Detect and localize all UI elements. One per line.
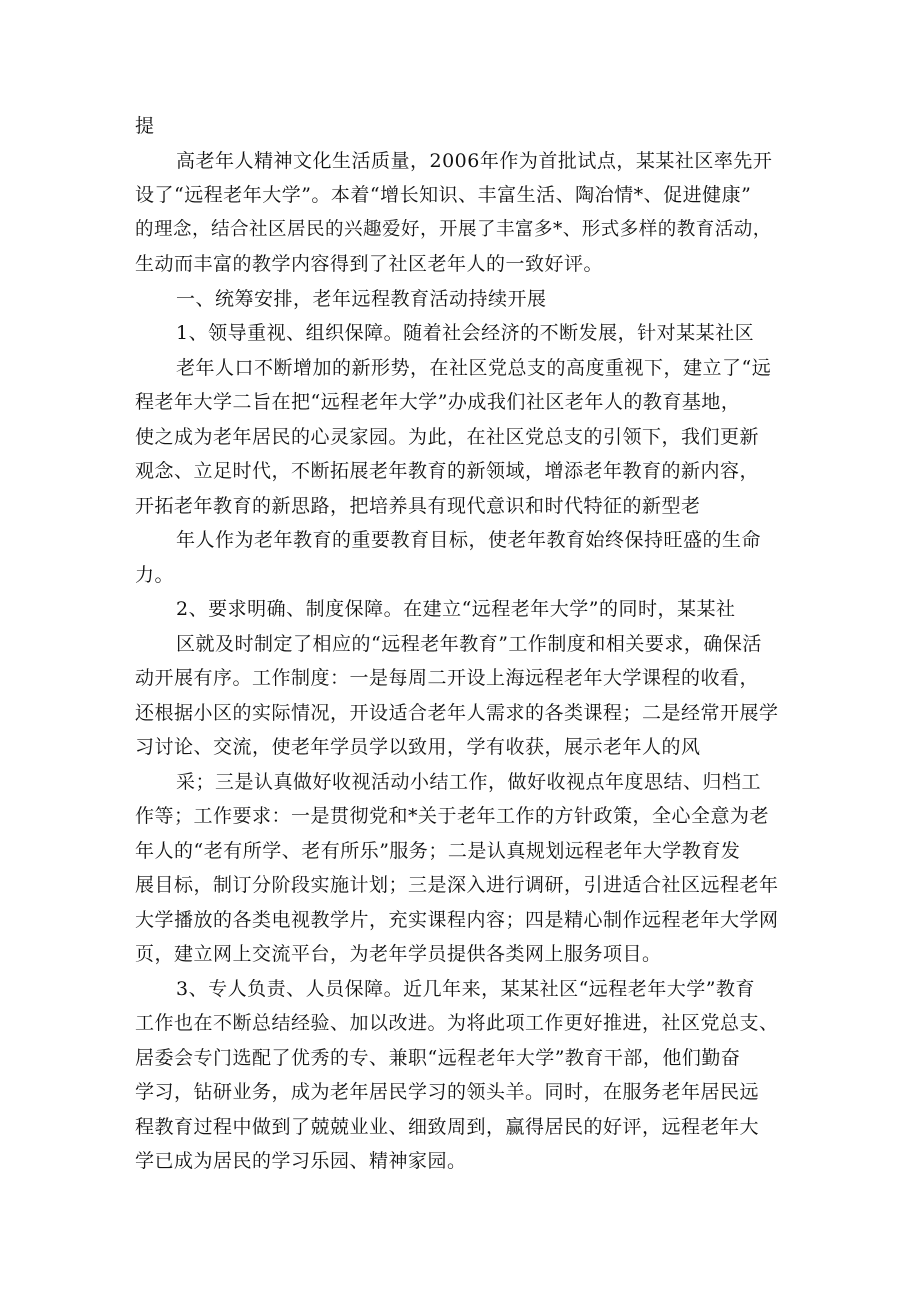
text-line: 高老年人精神文化生活质量，2006年作为首批试点，某某社区率先开 bbox=[176, 150, 773, 172]
text-line: 习讨论、交流，使老年学员学以致用，学有收获，展示老年人的风 bbox=[135, 736, 701, 758]
text-line: 开拓老年教育的新思路，把培养具有现代意识和时代特征的新型老 bbox=[135, 495, 701, 517]
text-line: 1、领导重视、组织保障。随着社会经济的不断发展，针对某某社区 bbox=[176, 322, 755, 344]
text-line: 工作也在不断总结经验、加以改进。为将此项工作更好推进，社区党总支、 bbox=[135, 1012, 779, 1034]
text-line: 年人作为老年教育的重要教育目标，使老年教育始终保持旺盛的生命 bbox=[176, 529, 762, 551]
text-line: 老年人口不断增加的新形势，在社区党总支的高度重视下，建立了“远 bbox=[176, 357, 772, 379]
text-line: 学习，钻研业务，成为老年居民学习的领头羊。同时，在服务老年居民远 bbox=[135, 1081, 760, 1103]
text-line: 大学播放的各类电视教学片，充实课程内容；四是精心制作远程老年大学网 bbox=[135, 909, 779, 931]
text-line: 力。 bbox=[135, 564, 175, 586]
text-line: 3、专人负责、人员保障。近几年来，某某社区“远程老年大学”教育 bbox=[176, 978, 756, 1000]
text-line: 观念、立足时代，不断拓展老年教育的新领域，增添老年教育的新内容， bbox=[135, 460, 760, 482]
text-line: 采；三是认真做好收视活动小结工作，做好收视点年度思结、归档工 bbox=[176, 771, 762, 793]
section-heading: 一、统筹安排，老年远程教育活动持续开展 bbox=[176, 288, 547, 310]
text-line: 页，建立网上交流平台，为老年学员提供各类网上服务项目。 bbox=[135, 943, 662, 965]
text-line: 还根据小区的实际情况，开设适合老年人需求的各类课程；二是经常开展学 bbox=[135, 702, 779, 724]
text-line: 的理念，结合社区居民的兴趣爱好，开展了丰富多*、形式多样的教育活动， bbox=[135, 219, 772, 240]
text-line: 2、要求明确、制度保障。在建立“远程老年大学”的同时，某某社 bbox=[176, 598, 736, 620]
text-line: 作等；工作要求：一是贯彻党和*关于老年工作的方针政策，全心全意为老 bbox=[135, 805, 770, 827]
text-line: 区就及时制定了相应的“远程老年教育”工作制度和相关要求，确保活 bbox=[176, 633, 762, 655]
text-line: 设了“远程老年大学”。本着“增长知识、丰富生活、陶冶情*、促进健康” bbox=[135, 184, 752, 206]
text-line: 使之成为老年居民的心灵家园。为此，在社区党总支的引领下，我们更新 bbox=[135, 426, 760, 448]
text-line: 学已成为居民的学习乐园、精神家园。 bbox=[135, 1150, 467, 1172]
text-line: 动开展有序。工作制度：一是每周二开设上海远程老年大学课程的收看， bbox=[135, 667, 760, 689]
text-line: 程老年大学二旨在把“远程老年大学”办成我们社区老年人的教育基地， bbox=[135, 391, 741, 413]
text-line: 年人的“老有所学、老有所乐”服务；二是认真规划远程老年大学教育发 bbox=[135, 840, 741, 862]
text-line: 生动而丰富的教学内容得到了社区老年人的一致好评。 bbox=[135, 253, 604, 275]
text-line: 程教育过程中做到了兢兢业业、细致周到，赢得居民的好评，远程老年大 bbox=[135, 1116, 760, 1138]
text-line: 展目标，制订分阶段实施计划；三是深入进行调研，引进适合社区远程老年 bbox=[135, 874, 779, 896]
text-line: 居委会专门选配了优秀的专、兼职“远程老年大学”教育干部，他们勤奋 bbox=[135, 1047, 741, 1069]
text-line: 提 bbox=[135, 115, 155, 137]
